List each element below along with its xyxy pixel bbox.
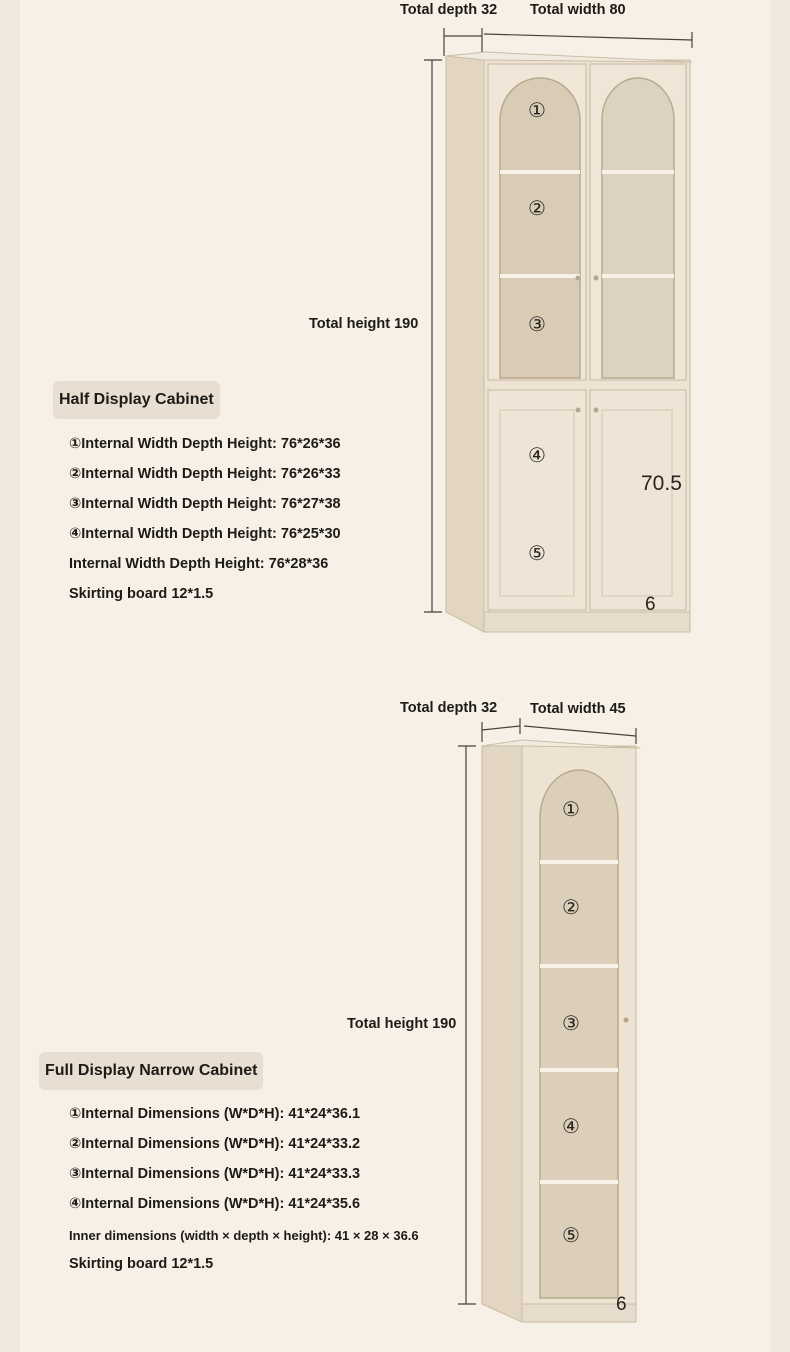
narrow-shelf-marker-4: ④ [562, 1116, 580, 1138]
half-shelf-marker-4: ④ [528, 445, 546, 467]
narrow-depth-dimension-line [482, 726, 520, 730]
narrow-section-title: Full Display Narrow Cabinet [39, 1052, 263, 1090]
half-spec-1: ①Internal Width Depth Height: 76*26*36 [69, 436, 341, 452]
half-skirting-height-label: 6 [645, 594, 656, 615]
right-arched-glass [602, 78, 674, 378]
half-cabinet-side [446, 56, 484, 632]
half-spec-4: ④Internal Width Depth Height: 76*25*30 [69, 526, 341, 542]
narrow-spec-1: ①Internal Dimensions (W*D*H): 41*24*36.1 [69, 1106, 361, 1122]
half-spec-5: Internal Width Depth Height: 76*28*36 [69, 556, 329, 572]
narrow-spec-5: Inner dimensions (width × depth × height): 41 × 28 × 36.6 [69, 1228, 419, 1243]
half-lower-height-label: 70.5 [641, 472, 682, 495]
narrow-spec-2: ②Internal Dimensions (W*D*H): 41*24*33.2 [69, 1136, 361, 1152]
narrow-shelf-marker-1: ① [562, 799, 580, 821]
narrow-width-dimension-line [524, 726, 636, 736]
narrow-spec-4: ④Internal Dimensions (W*D*H): 41*24*35.6 [69, 1196, 361, 1212]
narrow-shelf-marker-2: ② [562, 897, 580, 919]
half-height-label: Total height 190 [309, 316, 419, 332]
narrow-spec-3: ③Internal Dimensions (W*D*H): 41*24*33.3 [69, 1166, 361, 1182]
half-shelf-marker-1: ① [528, 100, 546, 122]
half-depth-label: Total depth 32 [400, 2, 498, 18]
narrow-width-label: Total width 45 [530, 701, 626, 717]
half-shelf-marker-3: ③ [528, 314, 546, 336]
half-cabinet-skirting [484, 612, 690, 632]
half-shelf-marker-5: ⑤ [528, 543, 546, 565]
narrow-shelf-marker-5: ⑤ [562, 1225, 580, 1247]
narrow-depth-label: Total depth 32 [400, 700, 498, 716]
half-spec-3: ③Internal Width Depth Height: 76*27*38 [69, 496, 341, 512]
half-shelf-marker-2: ② [528, 198, 546, 220]
narrow-display-cabinet-section [0, 668, 790, 1352]
narrow-cabinet-drawing [0, 668, 790, 1352]
half-section-title: Half Display Cabinet [53, 381, 220, 419]
narrow-cabinet-side [482, 742, 522, 1322]
narrow-skirting-height-label: 6 [616, 1294, 627, 1315]
left-lower-door [488, 390, 586, 610]
half-display-cabinet-section [0, 0, 790, 668]
narrow-shelf-marker-3: ③ [562, 1013, 580, 1035]
width-dimension-line [484, 34, 692, 40]
half-width-label: Total width 80 [530, 2, 626, 18]
narrow-height-label: Total height 190 [347, 1016, 457, 1032]
narrow-spec-skirting: Skirting board 12*1.5 [69, 1256, 214, 1272]
half-spec-2: ②Internal Width Depth Height: 76*26*33 [69, 466, 341, 482]
half-spec-skirting: Skirting board 12*1.5 [69, 586, 214, 602]
